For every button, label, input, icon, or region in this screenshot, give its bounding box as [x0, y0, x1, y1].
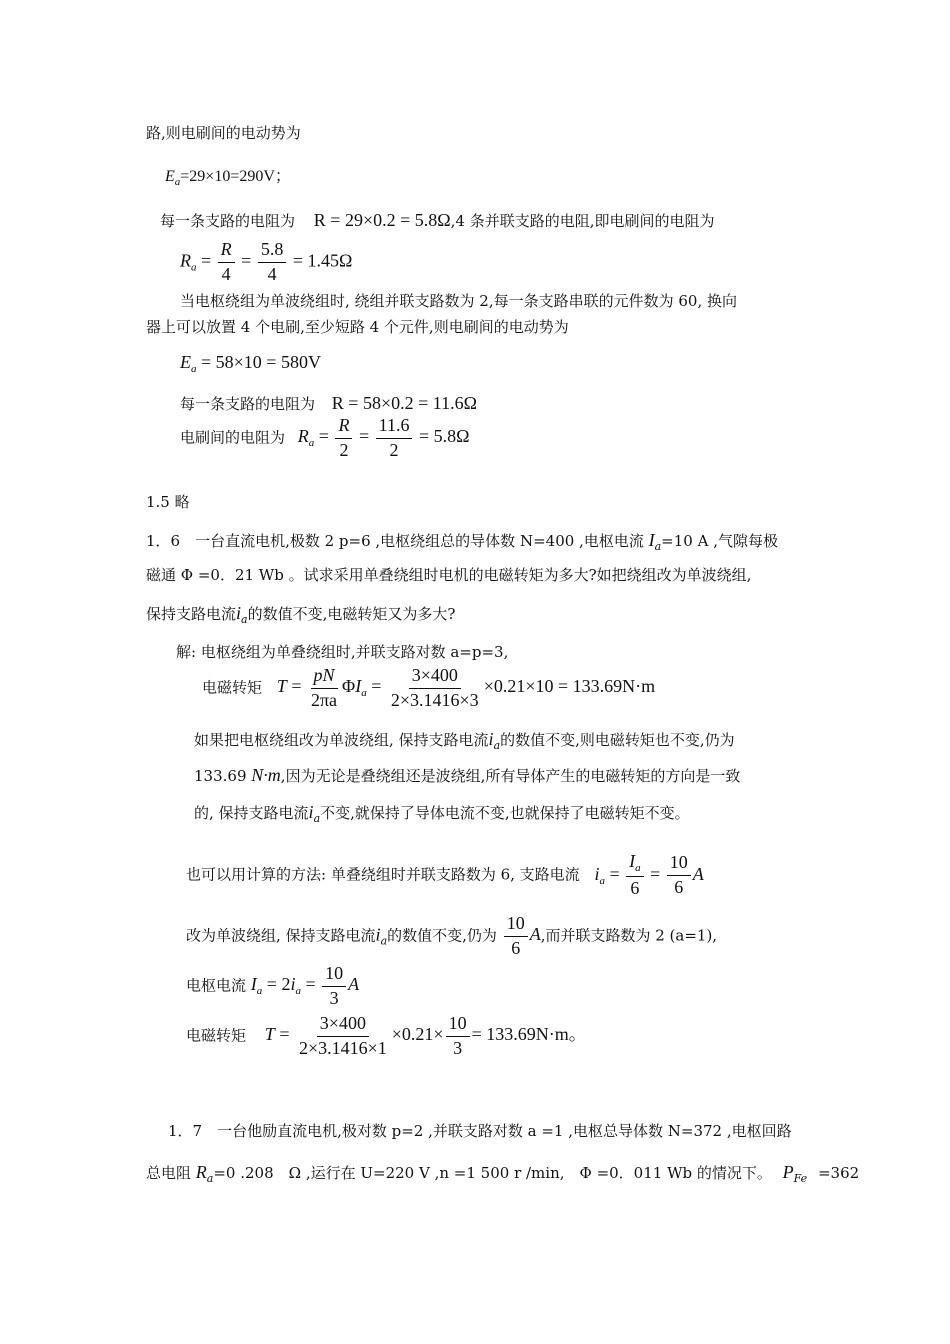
- explanation-line-3: 的, 保持支路电流$i_a$不变,就保持了导体电流不变,也就保持了电磁转矩不变。: [194, 802, 690, 825]
- problem-1-6-line-2: 磁通 Φ =0．21 Wb 。试求采用单叠绕组时电机的电磁转矩为多大?如把绕组改为单波绕组,: [146, 566, 752, 584]
- wave-change-line: 改为单波绕组, 保持支路电流$i_a$的数值不变,仍为 $\frac{10}{6}$ A,而并联支路数为 2 (a=1),: [186, 913, 718, 958]
- text-line-5: 当电枢绕组为单波绕组时, 绕组并联支路数为 2,每一条支路串联的元件数为 60, 换向: [180, 292, 738, 310]
- text-line-1: 路,则电刷间的电动势为: [146, 124, 301, 142]
- equation-torque-lap: 电磁转矩 T = $\frac{pN}{2\pi a}$ $\Phi I_a$ = $\frac{3\times 400}{2\times 3.1416\times 3}$ ×0.21×10 = 133.69N·m: [202, 665, 656, 710]
- section-1-5: 1.5 略: [146, 493, 190, 511]
- explanation-line-2: 133.69 N·m,因为无论是叠绕组还是波绕组,所有导体产生的电磁转矩的方向是一致: [194, 765, 741, 785]
- armature-current-line: 电枢电流 $I_a = 2i_a$ = $\frac{10}{3}$ A: [186, 963, 360, 1008]
- solution-intro: 解: 电枢绕组为单叠绕组时,并联支路对数 a=p=3,: [176, 643, 509, 661]
- problem-1-7-line-1: 1．7 一台他励直流电机,极对数 p=2 ,并联支路对数 a =1 ,电枢总导体数 N=372 ,电枢回路: [168, 1122, 792, 1140]
- text-line-3: 每一条支路的电阻为 R = 29×0.2 = 5.8Ω,4 条并联支路的电阻,即电刷间的电阻为: [160, 210, 715, 230]
- text-line-6: 器上可以放置 4 个电刷,至少短路 4 个元件,则电刷间的电动势为: [146, 318, 569, 336]
- equation-ea-lap: $E_a=29\times 10=290V$；: [165, 168, 291, 188]
- equation-ra-lap: $R_a$ = $\frac{R}{4}$ = $\frac{5.8}{4}$ = 1.45Ω: [180, 239, 353, 284]
- problem-1-7-line-2: 总电阻 $R_a=0$ .208 Ω ,运行在 U=220 V ,n =1 500 r /min, Φ =0．011 Wb 的情况下。 $P_{Fe} =362$: [146, 1162, 860, 1185]
- equation-ea-wave: $E_a = 58\times 10 = 580V$: [180, 352, 321, 375]
- alt-method-line: 也可以用计算的方法: 单叠绕组时并联支路数为 6, 支路电流 $i_a$ = $\frac{I_a}{6}$ = $\frac{10}{6}$ A: [186, 851, 704, 899]
- problem-1-6-line-3: 保持支路电流$i_a$的数值不变,电磁转矩又为多大?: [146, 603, 456, 626]
- equation-torque-wave: 电磁转矩 T = $\frac{3\times 400}{2\times 3.1416\times 1}$ ×0.21× $\frac{10}{3}$ = 133.69N·m。: [186, 1013, 587, 1058]
- problem-1-6-line-1: 1．6 一台直流电机,极数 2 p=6 ,电枢绕组总的导体数 N=400 ,电枢电流 $I_a=10$ A ,气隙每极: [146, 530, 778, 553]
- explanation-line-1: 如果把电枢绕组改为单波绕组, 保持支路电流$i_a$的数值不变,则电磁转矩也不变,仍为: [194, 729, 735, 752]
- text-line-8: 每一条支路的电阻为 R = 58×0.2 = 11.6Ω: [180, 393, 477, 413]
- equation-ra-wave: 电刷间的电阻为 $R_a$ = $\frac{R}{2}$ = $\frac{11.6}{2}$ = 5.8Ω: [180, 415, 470, 460]
